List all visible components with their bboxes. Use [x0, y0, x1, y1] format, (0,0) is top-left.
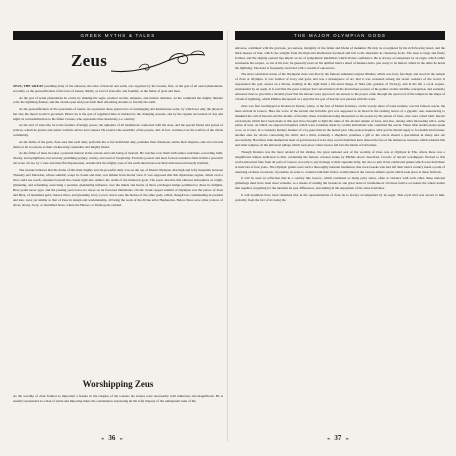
- right-page: [235, 0, 445, 456]
- body-paragraph: As the personification of the operations of nature, he represents those grand laws of unchanging and harmonious order, by which not only the physical but also the moral world is governed. Hence he is the god of regulated time as marked by the changing seasons, and by the regular succession of day and night, in contradistinction to his father Cronus, who represents time absolutely, i.e. eternity.: [13, 107, 223, 121]
- intro-text: presiding deity of the universe, the ruler of heaven and earth, was regarded by the Greeks, first, as the god of all aerial phenomena; secondly, as the personification of the laws of nature; thirdly, as lord of state-life; and fourthly, as the father of gods and men.: [13, 84, 223, 93]
- left-folio: [101, 434, 123, 442]
- left-body-text-continued: [13, 394, 223, 406]
- body-paragraph: As the god of aerial phenomena he could, by shaking his aegis, produce storms, tempests, and intense darkness. At his command the mighty thunder rolls, the lightning flashes, and the clouds open and pour forth their refreshing streams to fructify the earth.: [13, 95, 223, 105]
- body-paragraph: As the father of the gods, Zeus sees that each deity performs his or her individual duty, punishes their misdeeds, settles their disputes, and acts towards them on all occasions as their all-knowing counsellor and mighty friend.: [13, 139, 223, 149]
- body-paragraph: The Greeks believed that the home of this their mighty and all-powerful deity was on the top of Mount Olympus, that high and lofty mountain between Thessaly and Macedon, whose summit, wrapt in clouds and mist, was hidden from mortal view. It was supposed that this mysterious region, which even a bird could not reach, extended beyond the clouds right into Aether, the realm of the immortal gods. The poets describe this ethereal atmosphere as bright, glistening, and refreshing, exercising a peculiar, gladdening influence over the minds and hearts of those privileged beings permitted to share its delights. Here youth never ages, and the passing years leave no traces on its favoured inhabitants. On the cloud-capped summit of Olympus was the palace of Zeus and Hera, of burnished gold, chased silver, and gleaming ivory. Lower down were the homes of the other gods, which, though less commanding in position and size, were yet similar to that of Zeus in design and workmanship, all being the work of the divine artist Hephaestus. Below these were other palaces of silver, ebony, ivory, or burnished brass, where the Heroes, or Demi-gods, resided.: [13, 167, 223, 207]
- right-folio: [327, 434, 349, 442]
- fleuron-icon: ☙: [119, 436, 123, 441]
- right-running-head: THE MAJOR OLYMPIAN GODS: [293, 33, 387, 38]
- gutter-divider: [227, 30, 228, 442]
- body-paragraph: universe, combined with the gracious, yet serious, benignity of the father and friend of mankind. He may be recognized by his rich flowing beard, and the thick masses of hair, which rise straight from the high and intellectual forehead and fall to his shoulders in clustering locks. The nose is large and finely formed, and the slightly opened lips impart an air of sympathetic kindliness which invites confidence. He is always accompanied by an eagle, which either surmounts his sceptre, or sits at his feet; he generally bears in his uplifted hand a sheaf of thunder-bolts, just ready to be hurled, whilst in the other he holds the lightning. The head is frequently encircled with a wreath of oak-leaves.: [235, 46, 445, 70]
- left-body-text: [13, 84, 223, 209]
- section-subhead: Worshipping Zeus: [82, 379, 154, 389]
- body-paragraph: As the lord of state-life, he is the founder of kingly power, the upholder of all institutions connected with the state, and the special friend and patron of princes, whom he guards and assists with his advice and counsel. He protects the assembly of the people, and, in fact, watches over the welfare of the whole community.: [13, 123, 223, 138]
- body-paragraph: Though Dodona was the most ancient of his shrines, the great national seat of the worship of Zeus was at Olympia in Elis, where there was a magnificent temple dedicated to him, containing the famous colossal statue by Phidias above described. Crowds of devout worshippers flocked to this world-renowned fane from all parts of Greece, not only to pay homage to their supreme deity, but also to join in the celebrated games which were held there at intervals of four years. The Olympic games were such a thoroughly national institution, that even Greeks who had left their native country made a point of returning on these occasions, if possible, in order to contend with their fellow-countrymen in the various athletic sports which took place at these festivals.: [235, 149, 445, 174]
- body-paragraph: As the worship of Zeus formed so important a feature in the religion of the Greeks, his statues were necessarily both numerous and magnificent. He is usually represented as a man of noble and imposing mien, his countenance expressing all the lofty majesty of the omnipotent ruler of the: [13, 394, 223, 403]
- fleuron-icon: ☙: [345, 436, 349, 441]
- left-page: [13, 0, 223, 456]
- fleuron-icon: ❧: [327, 436, 331, 441]
- fleuron-icon: ❧: [101, 436, 105, 441]
- body-paragraph: It will be seen on reflection that in a country like Greece, which contained so many petty states, often at variance with each other, these national gatherings must have been most valuable, as a means of uniting the Greeks in one great bond of brotherhood. On these festive occasions the whole nation met together, forgetting for the moment all past differences, and uniting in the enjoyment of the same festivities.: [235, 176, 445, 191]
- body-paragraph: The most celebrated statue of the Olympian Zeus was that by the famous Athenian sculptor Phidias, which was forty feet high, and stood in the temple of Zeus at Olympia. It was formed of ivory and gold, and was a masterpiece of art, that it was reckoned among the seven wonders of the world. It represented the god, seated on a throne, holding in his right hand a life-sized image of Nike (the goddess of Victory), and in his left a royal sceptre, surmounted by an eagle. It is said that the great sculptor had concentrated all the marvellous powers of his genius on this sublime conception, and earnestly entreated Zeus to give him a decided proof that his labours were approved. An answer to his prayer came through the open roof of the temple in the shape of a flash of lightning, which Phidias interpreted as a sign that the god of heaven was pleased with his work.: [235, 72, 445, 102]
- page-number: 36: [108, 434, 116, 442]
- body-paragraph: As the father of men, he takes a paternal interest in the actions and well-being of mortals. He watches over them with tender solicitude, rewarding truth, charity, and uprightness, but severely punishing perjury, cruelty, and want of hospitality. Even the poorest and most forlorn wanderer finds in him a powerful advocate, for he, by a wise and merciful dispensation, ordains that the mighty ones of the earth should succour their distressed and needy brethren.: [13, 151, 223, 166]
- body-paragraph: Zeus was first worshipped at Dodona in Epirus, where, at the foot of Mount Tomarus, on the woody shore of Lake Joanina, was his famous oracle, the most ancient in Greece. Here the voice of the eternal and invisible god was supposed to be heard in the rustling leaves of a gigantic oak, announcing to mankind the will of heaven and the destiny of mortals; these revelations being interpreted to the people by the priests of Zeus, who were called Selli. Recent excavations which have been made at this spot have brought to light the ruins of the ancient temple of Zeus, and also, among other interesting relics, some plates of lead, on which are engraved inquiries which were evidently made by certain individuals who consulted the oracle. These little leaden plates speak to us, as it were, in a curiously homely manner of a by-gone time in the buried past. One person inquires what god he should apply to for health and fortune; another asks for advice concerning his child; and a third, evidently a shepherd, promises a gift to the oracle should a speculation in sheep turn out successfully. Had these little memorials been of gold instead of lead, they would doubtless have shared the fate of the numerous treasures which adorned this and other temples, in the universal pillage which took place when Greece fell into the hands of barbarians.: [235, 103, 446, 148]
- chapter-title-block: [13, 43, 223, 81]
- intro-paragraph: [13, 84, 223, 94]
- right-body-text: [235, 46, 445, 204]
- swirl-ornament-icon: [109, 49, 209, 77]
- intro-lead: ZEUS, THE GREAT: [13, 84, 44, 88]
- chapter-title: Zeus: [71, 51, 108, 70]
- left-running-head: GREEK MYTHS & TALES: [80, 33, 156, 38]
- page-number: 37: [334, 434, 342, 442]
- body-paragraph: It will doubtless have been remarked that in the representations of Zeus he is always accompanied by an eagle. This royal bird was sacred to him, probably from the fact of its being the: [235, 192, 445, 202]
